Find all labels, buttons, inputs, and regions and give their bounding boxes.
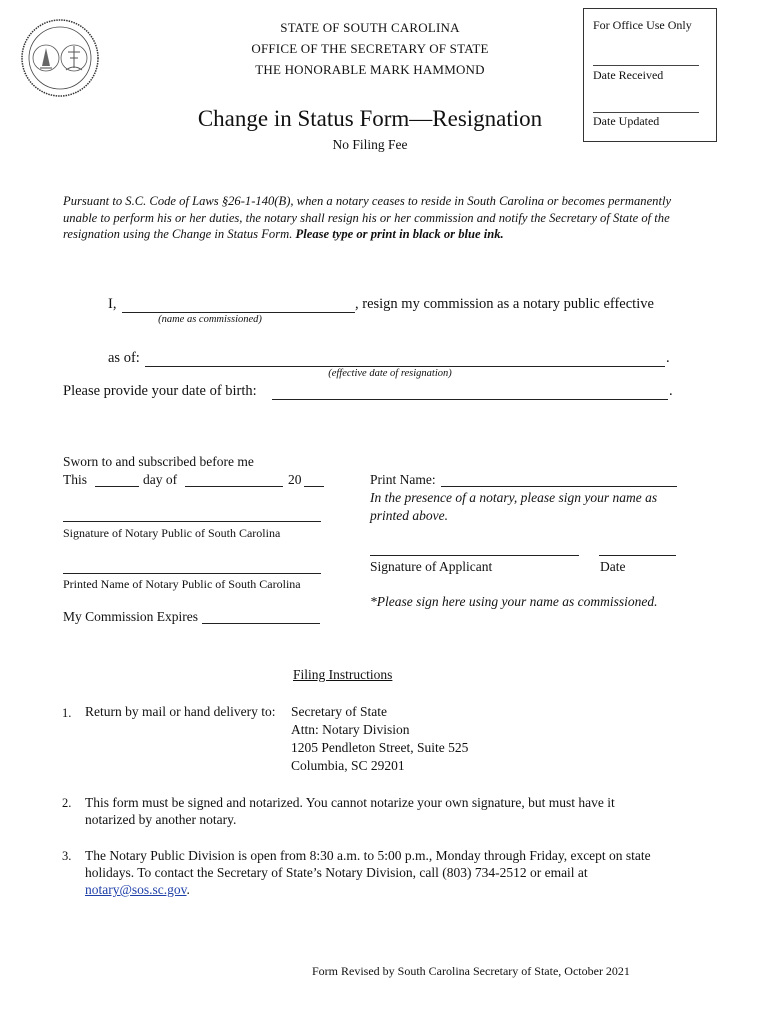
applicant-date-line[interactable] — [599, 541, 676, 556]
notary-email-link[interactable]: notary@sos.sc.gov — [85, 882, 187, 897]
filing-heading: Filing Instructions — [293, 667, 393, 682]
as-of-label: as of: — [108, 350, 140, 366]
state-seal-icon — [20, 18, 100, 98]
item3-paragraph: The Notary Public Division is open from 8:30 a.m. to 5:00 p.m., Monday through Friday, except on state holidays. To contact the Secretary of State’s Notary Division, call (803) 734-2512 or email at notary@sos.sc.gov. — [85, 848, 651, 897]
day-of-label: day of — [143, 472, 178, 487]
applicant-signature-label: Signature of Applicant — [370, 559, 493, 574]
intro-paragraph — [63, 193, 685, 243]
intro-text: Pursuant to S.C. Code of Laws §26-1-140(B), when a notary ceases to reside in South Carolina or becomes permanently unable to perform his or her duties, the notary shall resign his or her commission and notify the Secretary of State of the resignation using the Change in Status Form. — [63, 194, 672, 241]
item1-label: Return by mail or hand delivery to: — [85, 704, 276, 719]
header-state: STATE OF SOUTH CAROLINA — [280, 20, 460, 35]
name-caption: (name as commissioned) — [158, 314, 262, 325]
notary-printed-name-line[interactable] — [63, 559, 321, 574]
address-line-1: Secretary of State — [291, 704, 387, 719]
item2-number: 2. — [62, 796, 72, 810]
dob-line[interactable] — [272, 382, 668, 400]
year-prefix: 20 — [288, 472, 302, 487]
date-received-label: Date Received — [593, 68, 664, 82]
header-office: OFFICE OF THE SECRETARY OF STATE — [251, 41, 489, 56]
date-updated-label: Date Updated — [593, 114, 660, 128]
applicant-signature-line[interactable] — [370, 541, 579, 556]
resign-prefix: I, — [108, 296, 117, 312]
date-updated-line[interactable] — [593, 112, 699, 113]
item2-text: This form must be signed and notarized. You cannot notarize your own signature, but must have it notarized by another notary. — [85, 795, 615, 827]
print-name-label: Print Name: — [370, 472, 436, 487]
commission-line[interactable] — [202, 608, 320, 624]
notary-printed-name-label: Printed Name of Notary Public of South Carolina — [63, 577, 301, 591]
form-subtitle: No Filing Fee — [332, 137, 408, 152]
presence-note: In the presence of a notary, please sign your name as printed above. — [370, 490, 658, 523]
dob-label: Please provide your date of birth: — [63, 383, 257, 399]
sworn-text: Sworn to and subscribed before me — [63, 454, 254, 469]
revision-footer: Form Revised by South Carolina Secretary of State, October 2021 — [312, 964, 630, 978]
notary-signature-label: Signature of Notary Public of South Carolina — [63, 526, 281, 540]
office-use-box — [583, 8, 717, 142]
address-line-4: Columbia, SC 29201 — [291, 758, 405, 773]
form-title: Change in Status Form—Resignation — [197, 106, 543, 131]
print-name-line[interactable] — [441, 471, 677, 487]
month-line[interactable] — [185, 471, 283, 487]
office-use-heading: For Office Use Only — [593, 18, 692, 32]
this-label: This — [63, 472, 88, 487]
sign-note: *Please sign here using your name as commissioned. — [370, 594, 658, 609]
address-line-2: Attn: Notary Division — [291, 722, 410, 737]
date-caption: (effective date of resignation) — [328, 368, 452, 379]
year-line[interactable] — [304, 471, 324, 487]
item1-number: 1. — [62, 706, 72, 720]
commission-label: My Commission Expires — [63, 609, 199, 624]
date-received-line[interactable] — [593, 65, 699, 66]
name-input-line[interactable] — [122, 295, 355, 313]
applicant-date-label: Date — [600, 559, 626, 574]
effective-date-line[interactable] — [145, 349, 665, 367]
item3-text: The Notary Public Division is open from 8:30 a.m. to 5:00 p.m., Monday through Friday, except on state holidays. To contact the Secretary of State’s Notary Division, call (803) 734-2512 or email at — [85, 848, 651, 880]
item3-number: 3. — [62, 849, 72, 863]
resign-suffix: , resign my commission as a notary public effective — [355, 296, 654, 312]
address-line-3: 1205 Pendleton Street, Suite 525 — [291, 740, 469, 755]
intro-instruction: Please type or print in black or blue ink. — [295, 227, 504, 241]
notary-signature-line[interactable] — [63, 507, 321, 522]
day-line[interactable] — [95, 471, 139, 487]
header-secretary: THE HONORABLE MARK HAMMOND — [255, 62, 485, 77]
